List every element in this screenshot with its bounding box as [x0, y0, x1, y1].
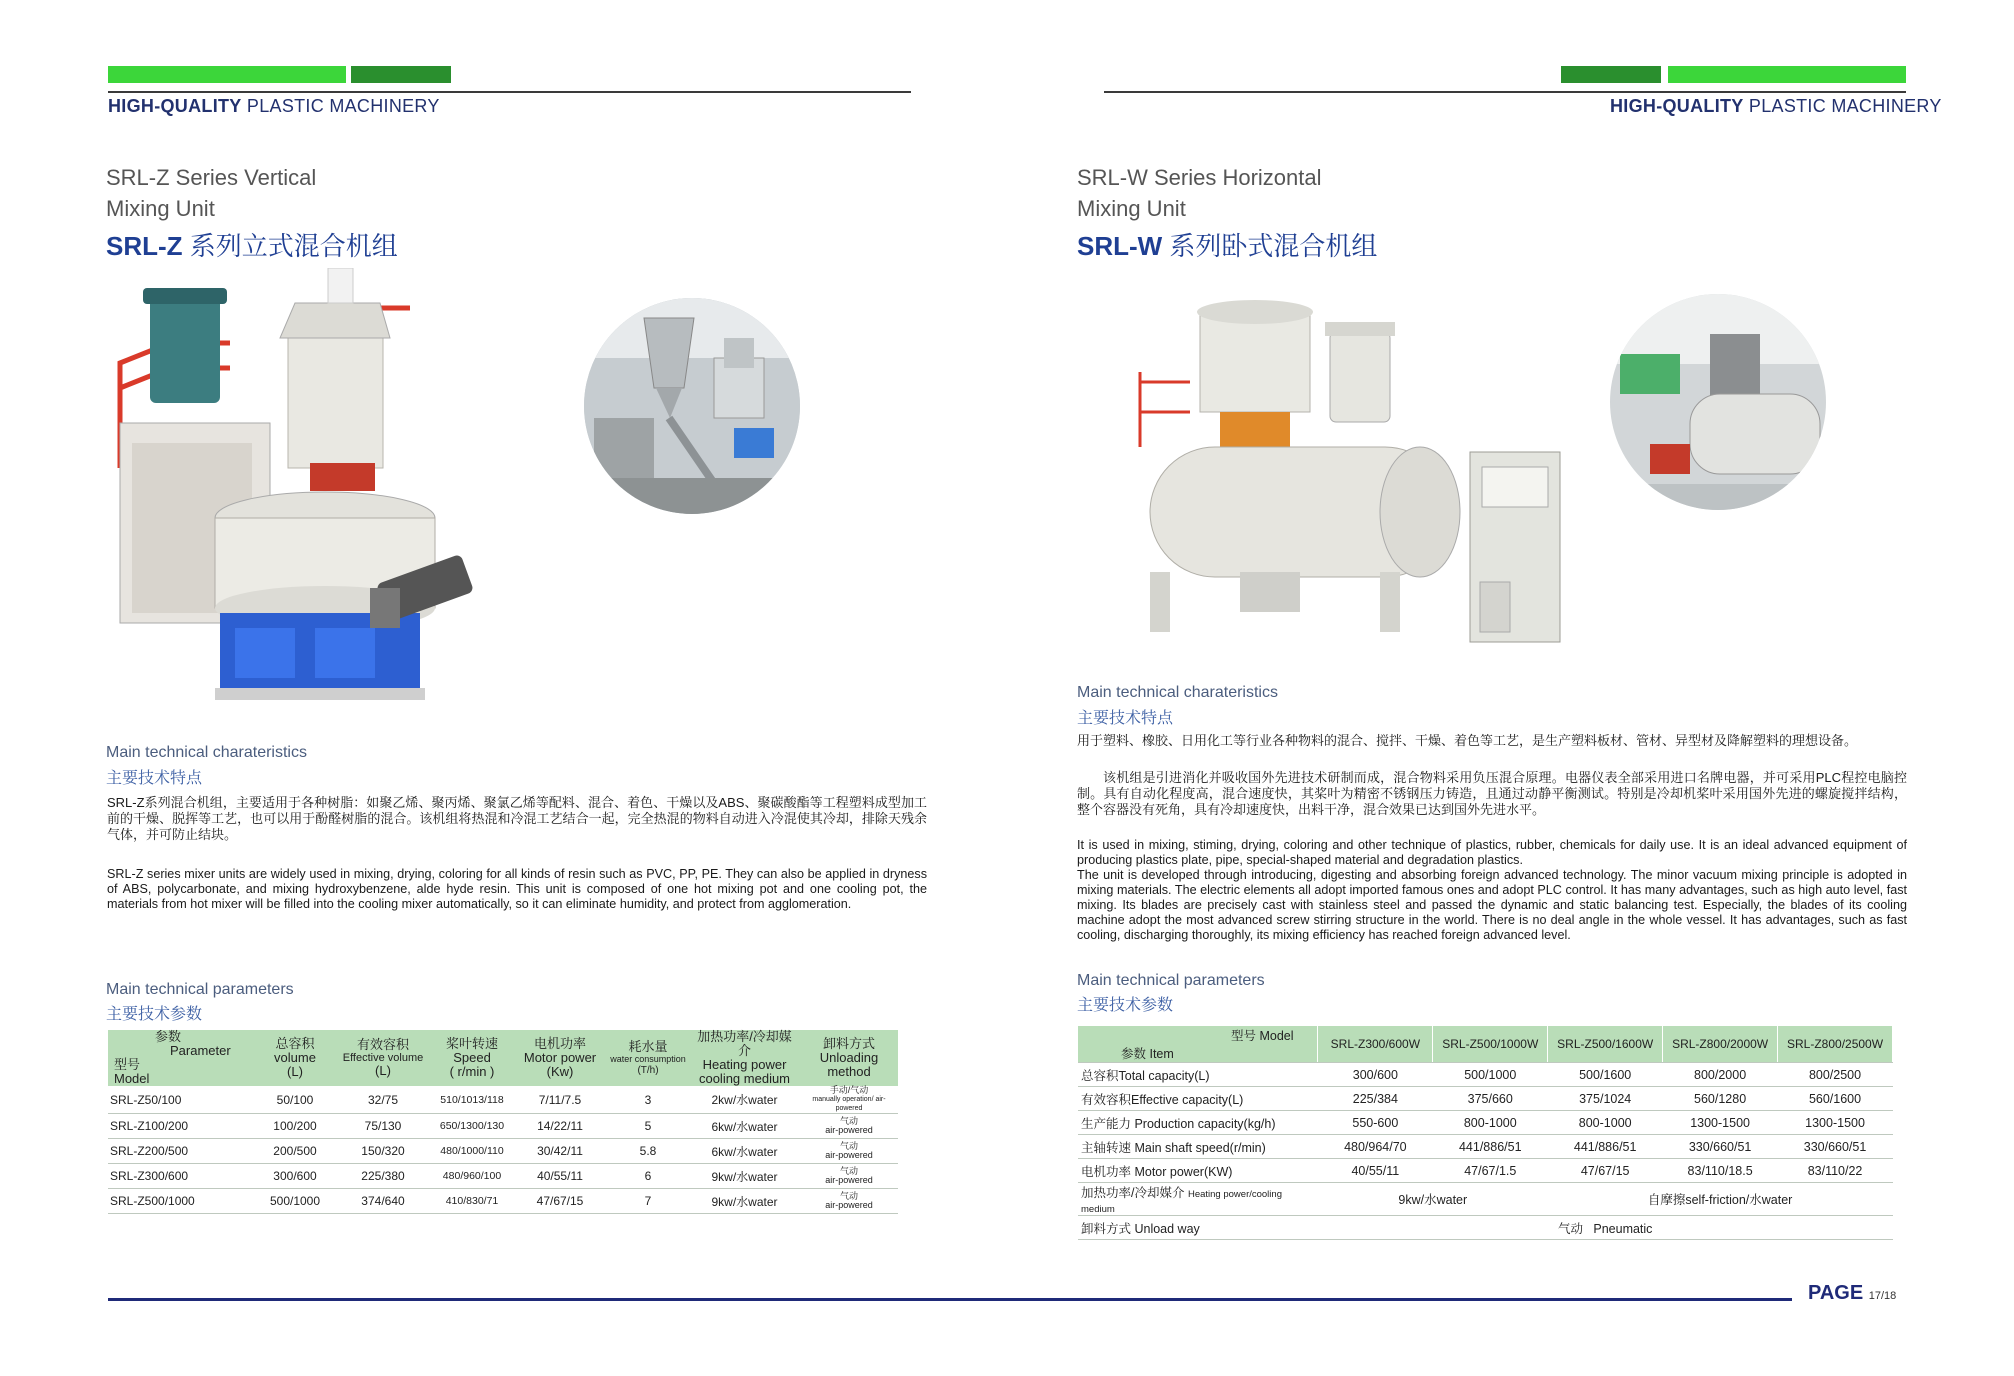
- left-th-param-cn: 参数: [155, 1029, 182, 1044]
- left-features-cn: 主要技术特点: [106, 770, 203, 787]
- left-th-unload: [800, 1030, 898, 1086]
- brand-rest: PLASTIC MACHINERY: [1748, 96, 1942, 116]
- cell-value: 441/886/51: [1548, 1135, 1663, 1159]
- right-para-cn-1: 用于塑料、橡胶、日用化工等行业各种物料的混合、搅拌、干燥、着色等工艺，是生产塑料板材、管材、异型材及降解塑料的理想设备。: [1077, 733, 1858, 748]
- cell-motor: 7/11/7.5: [538, 1092, 582, 1107]
- brand-bold: HIGH-QUALITY: [108, 96, 242, 116]
- cell-value: 375/660: [1433, 1087, 1548, 1111]
- row-label: 主轴转速 Main shaft speed(r/min): [1078, 1135, 1318, 1159]
- cell-unload-en: air-powered: [825, 1175, 873, 1185]
- left-title-cn: [106, 226, 398, 263]
- left-th-motor-en: Motor power: [523, 1050, 597, 1065]
- header-bar-light-left: [108, 66, 346, 83]
- left-th-eff: [335, 1030, 431, 1086]
- row-label: 生产能力 Production capacity(kg/h): [1078, 1111, 1318, 1135]
- left-table-header-row: [108, 1030, 898, 1086]
- cell-value: 47/67/1.5: [1433, 1159, 1548, 1183]
- table-row: [108, 1139, 898, 1164]
- cell-value: 800-1000: [1548, 1111, 1663, 1135]
- cell-value: 800/2000: [1663, 1063, 1778, 1087]
- row-label-heat: [1078, 1183, 1318, 1216]
- cell-value: 800-1000: [1433, 1111, 1548, 1135]
- left-th-speed-en: Speed: [453, 1050, 491, 1065]
- cell-heat: 2kw/水water: [711, 1093, 778, 1107]
- right-spec-table: [1078, 1026, 1893, 1240]
- header-rule-right: [1104, 91, 1906, 93]
- row-label-unload: 卸料方式 Unload way: [1078, 1216, 1318, 1240]
- left-params-en: Main technical parameters: [106, 981, 294, 998]
- left-th-model-en: Model: [114, 1071, 150, 1086]
- cell-model: SRL-Z200/500: [110, 1144, 189, 1158]
- cell-unload-en: air-powered: [825, 1150, 873, 1160]
- cell-value: 441/886/51: [1433, 1135, 1548, 1159]
- cell-total: 500/1000: [269, 1194, 321, 1208]
- cell-heat: 6kw/水water: [711, 1119, 778, 1134]
- right-params-cn: 主要技术参数: [1077, 997, 1174, 1014]
- cell-water: 5: [644, 1119, 652, 1133]
- cell-value: 83/110/18.5: [1663, 1159, 1778, 1183]
- cell-value: 560/1600: [1778, 1087, 1893, 1111]
- cell-eff: 225/380: [361, 1169, 405, 1183]
- cell-value: 47/67/15: [1548, 1159, 1663, 1183]
- footer-rule: [108, 1298, 1792, 1301]
- brand-right: [1610, 96, 1942, 117]
- brand-bold: HIGH-QUALITY: [1610, 96, 1744, 116]
- cell-motor: 47/67/15: [536, 1194, 584, 1208]
- left-th-speed-unit: ( r/min ): [449, 1064, 495, 1079]
- left-th-water-unit: (T/h): [637, 1064, 659, 1076]
- cell-speed: 480/960/100: [442, 1170, 502, 1182]
- cell-value: 1300-1500: [1778, 1111, 1893, 1135]
- left-th-total-en: volume: [274, 1050, 316, 1065]
- page-num: 17/18: [1868, 1290, 1897, 1302]
- table-row: [108, 1086, 898, 1114]
- left-th-motor: [513, 1030, 607, 1086]
- table-row: [1078, 1216, 1893, 1240]
- left-features-en: Main technical charateristics: [106, 744, 307, 761]
- brand-rest: PLASTIC MACHINERY: [246, 96, 440, 116]
- cell-unload: 气动 Pneumatic: [1318, 1216, 1893, 1240]
- left-th-unload-en2: method: [827, 1064, 871, 1079]
- left-th-param-en: Parameter: [170, 1043, 231, 1058]
- table-row: [1078, 1087, 1893, 1111]
- right-th-model: 型号 Model: [1231, 1029, 1294, 1043]
- cell-value: 330/660/51: [1778, 1135, 1893, 1159]
- left-th-heat-en2: cooling medium: [698, 1071, 791, 1086]
- cell-speed: 650/1300/130: [439, 1120, 505, 1132]
- cell-value: 500/1000: [1433, 1063, 1548, 1087]
- cell-eff: 32/75: [367, 1092, 399, 1107]
- cell-eff: 75/130: [364, 1119, 402, 1133]
- right-title-en-line1: SRL-W Series Horizontal: [1077, 165, 1322, 190]
- right-features-en: Main technical charateristics: [1077, 684, 1278, 701]
- cell-heat: 6kw/水water: [711, 1144, 778, 1159]
- table-row: [108, 1114, 898, 1139]
- cell-total: 200/500: [273, 1144, 317, 1158]
- left-th-heat-cn: 加热功率/冷却媒介: [697, 1029, 792, 1058]
- left-title-en-line1: SRL-Z Series Vertical: [106, 165, 317, 190]
- left-th-water-cn: 耗水量: [628, 1038, 668, 1054]
- cell-motor: 40/55/11: [537, 1169, 583, 1183]
- cell-water: 7: [644, 1194, 652, 1208]
- row-label: 总容积Total capacity(L): [1078, 1063, 1318, 1087]
- cell-value: 560/1280: [1663, 1087, 1778, 1111]
- left-th-model-cn: 型号: [114, 1057, 141, 1072]
- header-bar-light-right: [1668, 66, 1906, 83]
- right-title-en-line2: Mixing Unit: [1077, 196, 1186, 221]
- vertical-mixer-image: [110, 268, 570, 718]
- table-row: [1078, 1135, 1893, 1159]
- left-title-cn-model: SRL-Z: [106, 231, 183, 261]
- left-title-en-line2: Mixing Unit: [106, 196, 215, 221]
- left-th-unload-cn: 卸料方式: [822, 1036, 875, 1051]
- cell-value: 330/660/51: [1663, 1135, 1778, 1159]
- table-row: [108, 1164, 898, 1189]
- cell-eff: 374/640: [361, 1194, 405, 1208]
- right-th-model-4: SRL-Z800/2000W: [1663, 1026, 1778, 1063]
- right-para-cn-2: 该机组是引进消化并吸收国外先进技术研制而成，混合物料采用负压混合原理。电器仪表全部采用进口名牌电器，并可采用PLC程控电脑控制。具有自动化程度高，混合速度快，其桨叶为精密不锈钢压力铸造，且通过动静平衡测试。特别是冷却机桨叶采用国外先进的螺旋搅拌结构，整个容器没有死角，具有冷却速度快，出料干净，混合效果已达到国外先进水平。: [1077, 770, 1907, 817]
- right-th-model-3: SRL-Z500/1600W: [1548, 1026, 1663, 1063]
- right-title-cn: [1077, 226, 1377, 263]
- left-th-speed-cn: 桨叶转速: [445, 1036, 498, 1051]
- left-th-heat: [689, 1030, 800, 1086]
- cell-heat-a: 9kw/水water: [1318, 1183, 1548, 1216]
- page-number: [1808, 1282, 1896, 1305]
- right-th-model-1: SRL-Z300/600W: [1318, 1026, 1433, 1063]
- cell-value: 500/1600: [1548, 1063, 1663, 1087]
- row-label: 有效容积Effective capacity(L): [1078, 1087, 1318, 1111]
- brand-left: [108, 96, 440, 117]
- left-th-water: [607, 1030, 689, 1086]
- left-th-speed: [431, 1030, 513, 1086]
- left-th-water-en: water consumption: [610, 1053, 686, 1064]
- cell-eff: 150/320: [361, 1144, 405, 1158]
- header-bar-dark-left: [351, 66, 451, 83]
- header-bar-dark-right: [1561, 66, 1661, 83]
- row-label-heat-en: Heating power/cooling medium: [1081, 1189, 1282, 1215]
- cell-value: 480/964/70: [1318, 1135, 1433, 1159]
- right-title-en: [1077, 162, 1322, 224]
- left-th-motor-cn: 电机功率: [533, 1036, 586, 1051]
- cell-value: 375/1024: [1548, 1087, 1663, 1111]
- table-row: [108, 1189, 898, 1214]
- cell-motor: 30/42/11: [537, 1144, 583, 1158]
- header-rule-left: [108, 91, 911, 93]
- left-title-cn-text: 系列立式混合机组: [182, 231, 398, 261]
- right-para-en-1: It is used in mixing, stiming, drying, coloring and other technique of plastics, rubber, chemicals for daily use. It is an ideal advanced equipment of producing plastics plate, pipe, special-shaped material and degradation plastics.: [1077, 838, 1907, 867]
- right-th-model-item: [1078, 1026, 1318, 1063]
- cell-unload-cn: 气动: [839, 1191, 858, 1201]
- row-label-heat-cn: 加热功率/冷却媒介: [1081, 1186, 1185, 1200]
- cell-unload-cn: 手动/气动: [829, 1085, 869, 1095]
- table-row: [1078, 1183, 1893, 1216]
- cell-motor: 14/22/11: [537, 1119, 583, 1133]
- cell-value: 40/55/11: [1318, 1159, 1433, 1183]
- cell-value: 83/110/22: [1778, 1159, 1893, 1183]
- left-th-total: [255, 1030, 335, 1086]
- cell-heat: 9kw/水water: [711, 1194, 778, 1209]
- right-features-cn: 主要技术特点: [1077, 710, 1174, 727]
- right-para-en-2: The unit is developed through introducing, digesting and absorbing foreign advanced technology. The minor vacuum mixing principle is adopted in mixing materials. The electric elements all adopt imported famous ones and adopt PLC control. It has many advantages, such as high auto level, fast mixing. Its blades are precisely cast with stainless steel and passed the dynamic and static balancing test. Especially, the blades of its cooling machine adopt the most advanced screw stirring structure in the world. There is no deal angle in the whole vessel. It has advantages, such as fast cooling, discharging thoroughly, its mixing efficiency has reached foreign advanced level.: [1077, 868, 1907, 942]
- cell-speed: 510/1013/118: [440, 1093, 504, 1106]
- cell-unload: [800, 1139, 898, 1164]
- left-th-eff-unit: (L): [375, 1063, 391, 1078]
- cell-model: SRL-Z500/1000: [110, 1194, 195, 1208]
- cell-unload-en: air-powered: [825, 1200, 873, 1210]
- right-th-model-5: SRL-Z800/2500W: [1778, 1026, 1893, 1063]
- left-para-cn: SRL-Z系列混合机组，主要适用于各种树脂：如聚乙烯、聚丙烯、聚氯乙烯等配料、混合、着色、干燥以及ABS、聚碳酸酯等工程塑料成型加工前的干燥、脱挥等工艺，也可以用于酚醛树脂的混合。该机组将热混和冷混工艺结合一起，完全热混的物料自动进入冷混使其冷却，排除天残余气体，并可防止结块。: [107, 795, 927, 842]
- cell-unload: [800, 1086, 898, 1114]
- table-row: [1078, 1111, 1893, 1135]
- horizontal-mixer-image: [1130, 272, 1590, 652]
- right-table-header-row: [1078, 1026, 1893, 1063]
- cell-unload-cn: 气动: [839, 1166, 858, 1176]
- right-th-model-2: SRL-Z500/1000W: [1433, 1026, 1548, 1063]
- cell-water: 3: [644, 1092, 652, 1107]
- cell-value: 550-600: [1318, 1111, 1433, 1135]
- left-th-heat-en: Heating power: [702, 1057, 787, 1072]
- cell-water: 6: [644, 1169, 652, 1183]
- right-title-cn-text: 系列卧式混合机组: [1162, 231, 1378, 261]
- left-th-total-cn: 总容积: [275, 1036, 315, 1051]
- page-label: PAGE: [1808, 1282, 1864, 1304]
- cell-value: 1300-1500: [1663, 1111, 1778, 1135]
- left-th-eff-en: Effective volume: [342, 1052, 424, 1064]
- cell-total: 100/200: [273, 1119, 317, 1133]
- factory-photo-right: [1610, 294, 1826, 510]
- table-row: [1078, 1063, 1893, 1087]
- cell-unload: [800, 1189, 898, 1214]
- cell-unload: [800, 1114, 898, 1139]
- cell-speed: 480/1000/110: [440, 1145, 504, 1157]
- cell-value: 225/384: [1318, 1087, 1433, 1111]
- cell-model: SRL-Z50/100: [110, 1092, 182, 1107]
- right-params-en: Main technical parameters: [1077, 972, 1265, 989]
- left-th-unload-en: Unloading: [819, 1050, 879, 1065]
- cell-water: 5.8: [639, 1144, 657, 1158]
- row-label-motor: 电机功率 Motor power(KW): [1078, 1159, 1318, 1183]
- cell-speed: 410/830/71: [445, 1195, 499, 1207]
- cell-heat: 9kw/水water: [711, 1169, 778, 1184]
- cell-total: 50/100: [276, 1092, 314, 1107]
- cell-unload: [800, 1164, 898, 1189]
- cell-unload-cn: 气动: [839, 1141, 858, 1151]
- left-params-cn: 主要技术参数: [106, 1006, 203, 1023]
- left-th-eff-cn: 有效容积: [356, 1037, 409, 1052]
- left-th-param-model: [108, 1030, 255, 1086]
- cell-value: 300/600: [1318, 1063, 1433, 1087]
- left-spec-table: [108, 1030, 898, 1214]
- factory-photo-left: [584, 298, 800, 514]
- table-row: [1078, 1159, 1893, 1183]
- cell-heat-b: 自摩擦self-friction/水water: [1548, 1183, 1893, 1216]
- cell-model: SRL-Z100/200: [110, 1119, 189, 1133]
- cell-unload-cn: 气动: [839, 1116, 858, 1126]
- left-title-en: [106, 162, 316, 224]
- right-th-item: 参数 Item: [1121, 1047, 1174, 1061]
- left-para-en: SRL-Z series mixer units are widely used in mixing, drying, coloring for all kinds of resin such as PVC, PP, PE. They can also be applied in dryness of ABS, polycarbonate, and mixing hydroxybenzene, alde hyde resin. This unit is composed of one hot mixing pot and one cooling pot, the materials from hot mixer will be filled into the cooling mixer automatically, so it can eliminate humidity, and protect from agglomeration.: [107, 867, 927, 911]
- left-th-motor-unit: (Kw): [546, 1064, 574, 1079]
- cell-value: 800/2500: [1778, 1063, 1893, 1087]
- right-title-cn-model: SRL-W: [1077, 231, 1163, 261]
- cell-unload-en: manually operation/ air-powered: [812, 1096, 886, 1112]
- cell-model: SRL-Z300/600: [110, 1169, 189, 1183]
- cell-unload-en: air-powered: [825, 1125, 873, 1135]
- left-th-total-unit: (L): [287, 1064, 303, 1079]
- cell-total: 300/600: [273, 1169, 317, 1183]
